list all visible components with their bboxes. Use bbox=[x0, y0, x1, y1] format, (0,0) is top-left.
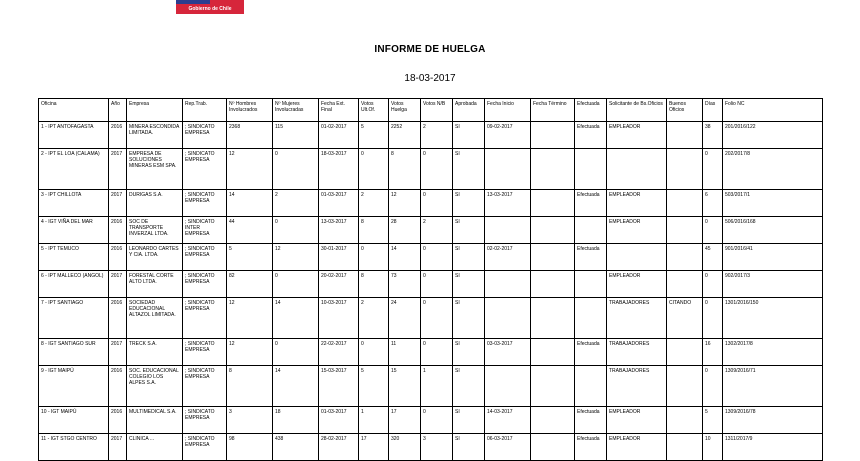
table-cell: 2016 bbox=[109, 244, 127, 271]
table-cell: ; SINDICATO EMPRESA bbox=[183, 339, 227, 366]
table-cell bbox=[485, 366, 531, 407]
table-cell: 06-03-2017 bbox=[485, 434, 531, 461]
table-cell: 0 bbox=[703, 366, 723, 407]
table-cell: FORESTAL CORTE ALTO LTDA. bbox=[127, 271, 183, 298]
report-date: 18-03-2017 bbox=[404, 73, 456, 84]
column-header: Solicitante de Bs.Oficios bbox=[607, 99, 667, 122]
table-cell: 2017 bbox=[109, 271, 127, 298]
table-cell: SI bbox=[453, 407, 485, 434]
table-cell bbox=[531, 244, 575, 271]
table-cell: Efectuada bbox=[575, 244, 607, 271]
table-cell: 03-03-2017 bbox=[485, 339, 531, 366]
table-cell: 22-02-2017 bbox=[319, 339, 359, 366]
table-cell: 2252 bbox=[389, 122, 421, 149]
table-cell: EMPLEADOR bbox=[607, 190, 667, 217]
table-cell: 902/2017/3 bbox=[723, 271, 823, 298]
table-cell: 0 bbox=[703, 271, 723, 298]
column-header: Oficina bbox=[39, 99, 109, 122]
column-header: Aprobada bbox=[453, 99, 485, 122]
table-cell: 2 bbox=[359, 298, 389, 339]
table-row bbox=[39, 434, 823, 461]
table-cell: 01-03-2017 bbox=[319, 190, 359, 217]
table-cell: 30-01-2017 bbox=[319, 244, 359, 271]
table-cell: 01-02-2017 bbox=[319, 122, 359, 149]
table-cell: SI bbox=[453, 271, 485, 298]
table-cell bbox=[667, 190, 703, 217]
table-cell: SOCIEDAD EDUCACIONAL ALTAZOL LIMITADA. bbox=[127, 298, 183, 339]
table-row bbox=[39, 271, 823, 298]
column-header: Rep.Trab. bbox=[183, 99, 227, 122]
table-cell: 7 - IPT SANTIAGO bbox=[39, 298, 109, 339]
table-row bbox=[39, 149, 823, 190]
table-cell: 13-03-2017 bbox=[485, 190, 531, 217]
table-cell bbox=[531, 217, 575, 244]
table-cell: SOC DE TRANSPORTE INVERZAL LTDA. bbox=[127, 217, 183, 244]
table-cell: 02-02-2017 bbox=[485, 244, 531, 271]
table-cell: SI bbox=[453, 190, 485, 217]
table-cell: EMPLEADOR bbox=[607, 407, 667, 434]
table-cell: 2 bbox=[421, 122, 453, 149]
table-cell: Efectuada bbox=[575, 407, 607, 434]
table-cell bbox=[485, 271, 531, 298]
table-cell: 20-02-2017 bbox=[319, 271, 359, 298]
table-cell: 10 - IGT MAIPÚ bbox=[39, 407, 109, 434]
table-cell: ; SINDICATO EMPRESA bbox=[183, 298, 227, 339]
table-cell: Efectuada bbox=[575, 339, 607, 366]
table-cell: MULTIMEDICAL S.A. bbox=[127, 407, 183, 434]
table-cell: 0 bbox=[273, 217, 319, 244]
table-cell: 2017 bbox=[109, 149, 127, 190]
table-cell: 1 bbox=[359, 407, 389, 434]
table-cell: 8 bbox=[359, 271, 389, 298]
table-cell: 18-03-2017 bbox=[319, 149, 359, 190]
table-cell: ; SINDICATO INTER EMPRESA bbox=[183, 217, 227, 244]
table-row bbox=[39, 366, 823, 407]
table-cell: Efectuada bbox=[575, 190, 607, 217]
table-row bbox=[39, 122, 823, 149]
table-cell: 0 bbox=[421, 244, 453, 271]
table-cell: 201/2016/122 bbox=[723, 122, 823, 149]
table-cell: 8 bbox=[389, 149, 421, 190]
table-cell: ; SINDICATO EMPRESA bbox=[183, 149, 227, 190]
table-cell: 1302/2017/8 bbox=[723, 339, 823, 366]
table-cell bbox=[607, 149, 667, 190]
column-header: Fecha Ext. Final bbox=[319, 99, 359, 122]
table-cell: 2368 bbox=[227, 122, 273, 149]
table-cell bbox=[531, 407, 575, 434]
column-header: Buenos Oficios bbox=[667, 99, 703, 122]
table-cell bbox=[667, 122, 703, 149]
table-cell: 506/2016/168 bbox=[723, 217, 823, 244]
table-cell: 10-03-2017 bbox=[319, 298, 359, 339]
table-cell: 2017 bbox=[109, 190, 127, 217]
table-cell: 15-03-2017 bbox=[319, 366, 359, 407]
table-cell: 0 bbox=[421, 149, 453, 190]
table-cell bbox=[485, 149, 531, 190]
table-cell: EMPLEADOR bbox=[607, 122, 667, 149]
table-cell: 2016 bbox=[109, 122, 127, 149]
table-cell: 12 bbox=[273, 244, 319, 271]
table-row bbox=[39, 190, 823, 217]
column-header: Nº Mujeres Involucradas bbox=[273, 99, 319, 122]
table-cell: 0 bbox=[703, 149, 723, 190]
table-cell: 16 bbox=[703, 339, 723, 366]
column-header: Año bbox=[109, 99, 127, 122]
table-cell: 6 - IPT MALLECO (ANGOL) bbox=[39, 271, 109, 298]
table-row bbox=[39, 298, 823, 339]
table-cell: 14 bbox=[227, 190, 273, 217]
table-cell: 12 bbox=[227, 298, 273, 339]
table-cell: 0 bbox=[421, 339, 453, 366]
table-cell: 0 bbox=[703, 217, 723, 244]
table-cell: 11 bbox=[389, 339, 421, 366]
table-cell: ; SINDICATO EMPRESA bbox=[183, 407, 227, 434]
table-cell bbox=[575, 149, 607, 190]
table-cell bbox=[485, 298, 531, 339]
column-header: Fecha Término bbox=[531, 99, 575, 122]
table-cell bbox=[667, 339, 703, 366]
table-cell bbox=[531, 366, 575, 407]
table-cell: SI bbox=[453, 434, 485, 461]
table-cell: 0 bbox=[421, 298, 453, 339]
table-cell: 5 bbox=[359, 366, 389, 407]
column-header: Empresa bbox=[127, 99, 183, 122]
table-cell: SI bbox=[453, 298, 485, 339]
table-cell: SOC. EDUCACIONAL COLEGIO LOS ALPES S.A. bbox=[127, 366, 183, 407]
table-cell bbox=[667, 217, 703, 244]
table-cell: 14-03-2017 bbox=[485, 407, 531, 434]
table-cell: 5 bbox=[359, 122, 389, 149]
table-cell bbox=[485, 217, 531, 244]
table-cell: SI bbox=[453, 149, 485, 190]
table-cell bbox=[531, 271, 575, 298]
table-cell: 6 bbox=[703, 190, 723, 217]
table-cell: 10 bbox=[703, 434, 723, 461]
table-cell: 0 bbox=[273, 271, 319, 298]
column-header: Votos Huelga bbox=[389, 99, 421, 122]
table-cell: 14 bbox=[389, 244, 421, 271]
table-cell: 0 bbox=[359, 149, 389, 190]
table-cell: CLINICA ... bbox=[127, 434, 183, 461]
column-header: Fecha Inicio bbox=[485, 99, 531, 122]
table-cell: 13-03-2017 bbox=[319, 217, 359, 244]
table-cell: 2016 bbox=[109, 298, 127, 339]
table-cell: 12 bbox=[389, 190, 421, 217]
table-cell: 2016 bbox=[109, 407, 127, 434]
table-cell: 0 bbox=[359, 244, 389, 271]
table-cell: Efectuada bbox=[575, 122, 607, 149]
table-cell: 2 - IPT EL LOA (CALAMA) bbox=[39, 149, 109, 190]
table-cell bbox=[667, 271, 703, 298]
table-cell bbox=[531, 298, 575, 339]
table-cell: 45 bbox=[703, 244, 723, 271]
table-cell: TRABAJADORES bbox=[607, 366, 667, 407]
table-cell: 1 bbox=[421, 366, 453, 407]
table-cell: 28 bbox=[389, 217, 421, 244]
report-title: INFORME DE HUELGA bbox=[374, 44, 486, 55]
table-cell: 82 bbox=[227, 271, 273, 298]
table-cell: 3 bbox=[421, 434, 453, 461]
table-row bbox=[39, 217, 823, 244]
table-cell: EMPLEADOR bbox=[607, 217, 667, 244]
strike-report-table bbox=[38, 98, 823, 461]
table-cell: 0 bbox=[421, 407, 453, 434]
table-cell: 503/2017/1 bbox=[723, 190, 823, 217]
table-cell: 0 bbox=[421, 271, 453, 298]
table-cell: 8 bbox=[227, 366, 273, 407]
table-cell: 12 bbox=[227, 149, 273, 190]
table-cell: 3 bbox=[227, 407, 273, 434]
table-cell bbox=[667, 407, 703, 434]
table-cell bbox=[607, 244, 667, 271]
table-cell: 1311/2017/9 bbox=[723, 434, 823, 461]
table-cell bbox=[531, 434, 575, 461]
table-cell: 14 bbox=[273, 298, 319, 339]
table-cell: 438 bbox=[273, 434, 319, 461]
table-cell: 202/2017/8 bbox=[723, 149, 823, 190]
table-cell: 0 bbox=[703, 298, 723, 339]
table-cell: 15 bbox=[389, 366, 421, 407]
table-cell: 98 bbox=[227, 434, 273, 461]
table-cell: ; SINDICATO EMPRESA bbox=[183, 122, 227, 149]
gobierno-logo: Gobierno de Chile bbox=[176, 4, 244, 14]
table-cell: 115 bbox=[273, 122, 319, 149]
table-cell bbox=[575, 366, 607, 407]
table-cell: 44 bbox=[227, 217, 273, 244]
table-cell bbox=[531, 149, 575, 190]
table-cell: 8 bbox=[359, 217, 389, 244]
table-cell: EMPLEADOR bbox=[607, 434, 667, 461]
table-cell: 5 bbox=[227, 244, 273, 271]
table-cell bbox=[667, 149, 703, 190]
table-cell: 1309/2016/71 bbox=[723, 366, 823, 407]
table-cell: 12 bbox=[227, 339, 273, 366]
column-header: Efectuada bbox=[575, 99, 607, 122]
table-cell: CITANDO bbox=[667, 298, 703, 339]
table-cell bbox=[531, 122, 575, 149]
table-cell bbox=[667, 366, 703, 407]
table-cell bbox=[531, 339, 575, 366]
table-cell: 2 bbox=[273, 190, 319, 217]
table-cell bbox=[531, 190, 575, 217]
table-row bbox=[39, 407, 823, 434]
table-cell: 8 - IGT SANTIAGO SUR bbox=[39, 339, 109, 366]
table-cell: SI bbox=[453, 122, 485, 149]
table-cell: 28-02-2017 bbox=[319, 434, 359, 461]
table-cell: 73 bbox=[389, 271, 421, 298]
column-header: Folio NC bbox=[723, 99, 823, 122]
table-cell: 5 bbox=[703, 407, 723, 434]
table-row bbox=[39, 244, 823, 271]
table-cell: 0 bbox=[359, 339, 389, 366]
table-cell bbox=[575, 298, 607, 339]
table-cell: EMPLEADOR bbox=[607, 271, 667, 298]
table-cell: 2017 bbox=[109, 339, 127, 366]
table-cell: ; SINDICATO EMPRESA bbox=[183, 190, 227, 217]
table-cell: EMPRESA DE SOLUCIONES MINERAS ESM SPA. bbox=[127, 149, 183, 190]
table-cell: 17 bbox=[359, 434, 389, 461]
table-cell: 0 bbox=[421, 190, 453, 217]
table-cell: SI bbox=[453, 339, 485, 366]
table-cell: 901/2016/41 bbox=[723, 244, 823, 271]
table-cell: 1301/2016/150 bbox=[723, 298, 823, 339]
table-cell: ; SINDICATO EMPRESA bbox=[183, 271, 227, 298]
table-cell: ; SINDICATO EMPRESA bbox=[183, 366, 227, 407]
table-cell: 1 - IPT ANTOFAGASTA bbox=[39, 122, 109, 149]
column-header: Nº Hombres Involucrados bbox=[227, 99, 273, 122]
table-cell: 17 bbox=[389, 407, 421, 434]
table-cell: SI bbox=[453, 366, 485, 407]
column-header: Días bbox=[703, 99, 723, 122]
table-cell: 2017 bbox=[109, 434, 127, 461]
table-cell: ; SINDICATO EMPRESA bbox=[183, 244, 227, 271]
table-cell: 0 bbox=[273, 339, 319, 366]
table-cell: 1309/2016/78 bbox=[723, 407, 823, 434]
table-cell: 5 - IPT TEMUCO bbox=[39, 244, 109, 271]
table-row bbox=[39, 339, 823, 366]
table-cell bbox=[667, 434, 703, 461]
table-cell: 2 bbox=[421, 217, 453, 244]
table-cell: LEONARDO CARTES Y CIA. LTDA. bbox=[127, 244, 183, 271]
table-cell bbox=[575, 217, 607, 244]
table-cell: 3 - IPT CHILLOTA bbox=[39, 190, 109, 217]
table-cell: 0 bbox=[273, 149, 319, 190]
table-cell: 9 - IGT MAIPÚ bbox=[39, 366, 109, 407]
table-cell: SI bbox=[453, 217, 485, 244]
table-cell: Efectuada bbox=[575, 434, 607, 461]
table-cell: 01-03-2017 bbox=[319, 407, 359, 434]
table-cell: SI bbox=[453, 244, 485, 271]
table-cell: 2016 bbox=[109, 217, 127, 244]
table-cell: MINERA ESCONDIDA LIMITADA. bbox=[127, 122, 183, 149]
column-header: Votos Ult.Of. bbox=[359, 99, 389, 122]
table-cell: 38 bbox=[703, 122, 723, 149]
table-cell bbox=[667, 244, 703, 271]
table-cell: 09-02-2017 bbox=[485, 122, 531, 149]
table-cell: DURIGAS S.A. bbox=[127, 190, 183, 217]
table-cell: 2016 bbox=[109, 366, 127, 407]
table-cell: 320 bbox=[389, 434, 421, 461]
table-cell: 11 - IGT STGO CENTRO bbox=[39, 434, 109, 461]
table-cell: TRABAJADORES bbox=[607, 339, 667, 366]
table-cell: 18 bbox=[273, 407, 319, 434]
table-cell: TRABAJADORES bbox=[607, 298, 667, 339]
table-cell: 4 - IGT VIÑA DEL MAR bbox=[39, 217, 109, 244]
table-cell: 2 bbox=[359, 190, 389, 217]
table-cell: TRECK S.A. bbox=[127, 339, 183, 366]
table-cell: 24 bbox=[389, 298, 421, 339]
table-cell: 14 bbox=[273, 366, 319, 407]
table-cell bbox=[575, 271, 607, 298]
column-header: Votos N/B bbox=[421, 99, 453, 122]
table-cell: ; SINDICATO EMPRESA bbox=[183, 434, 227, 461]
table-header-row bbox=[39, 99, 823, 122]
